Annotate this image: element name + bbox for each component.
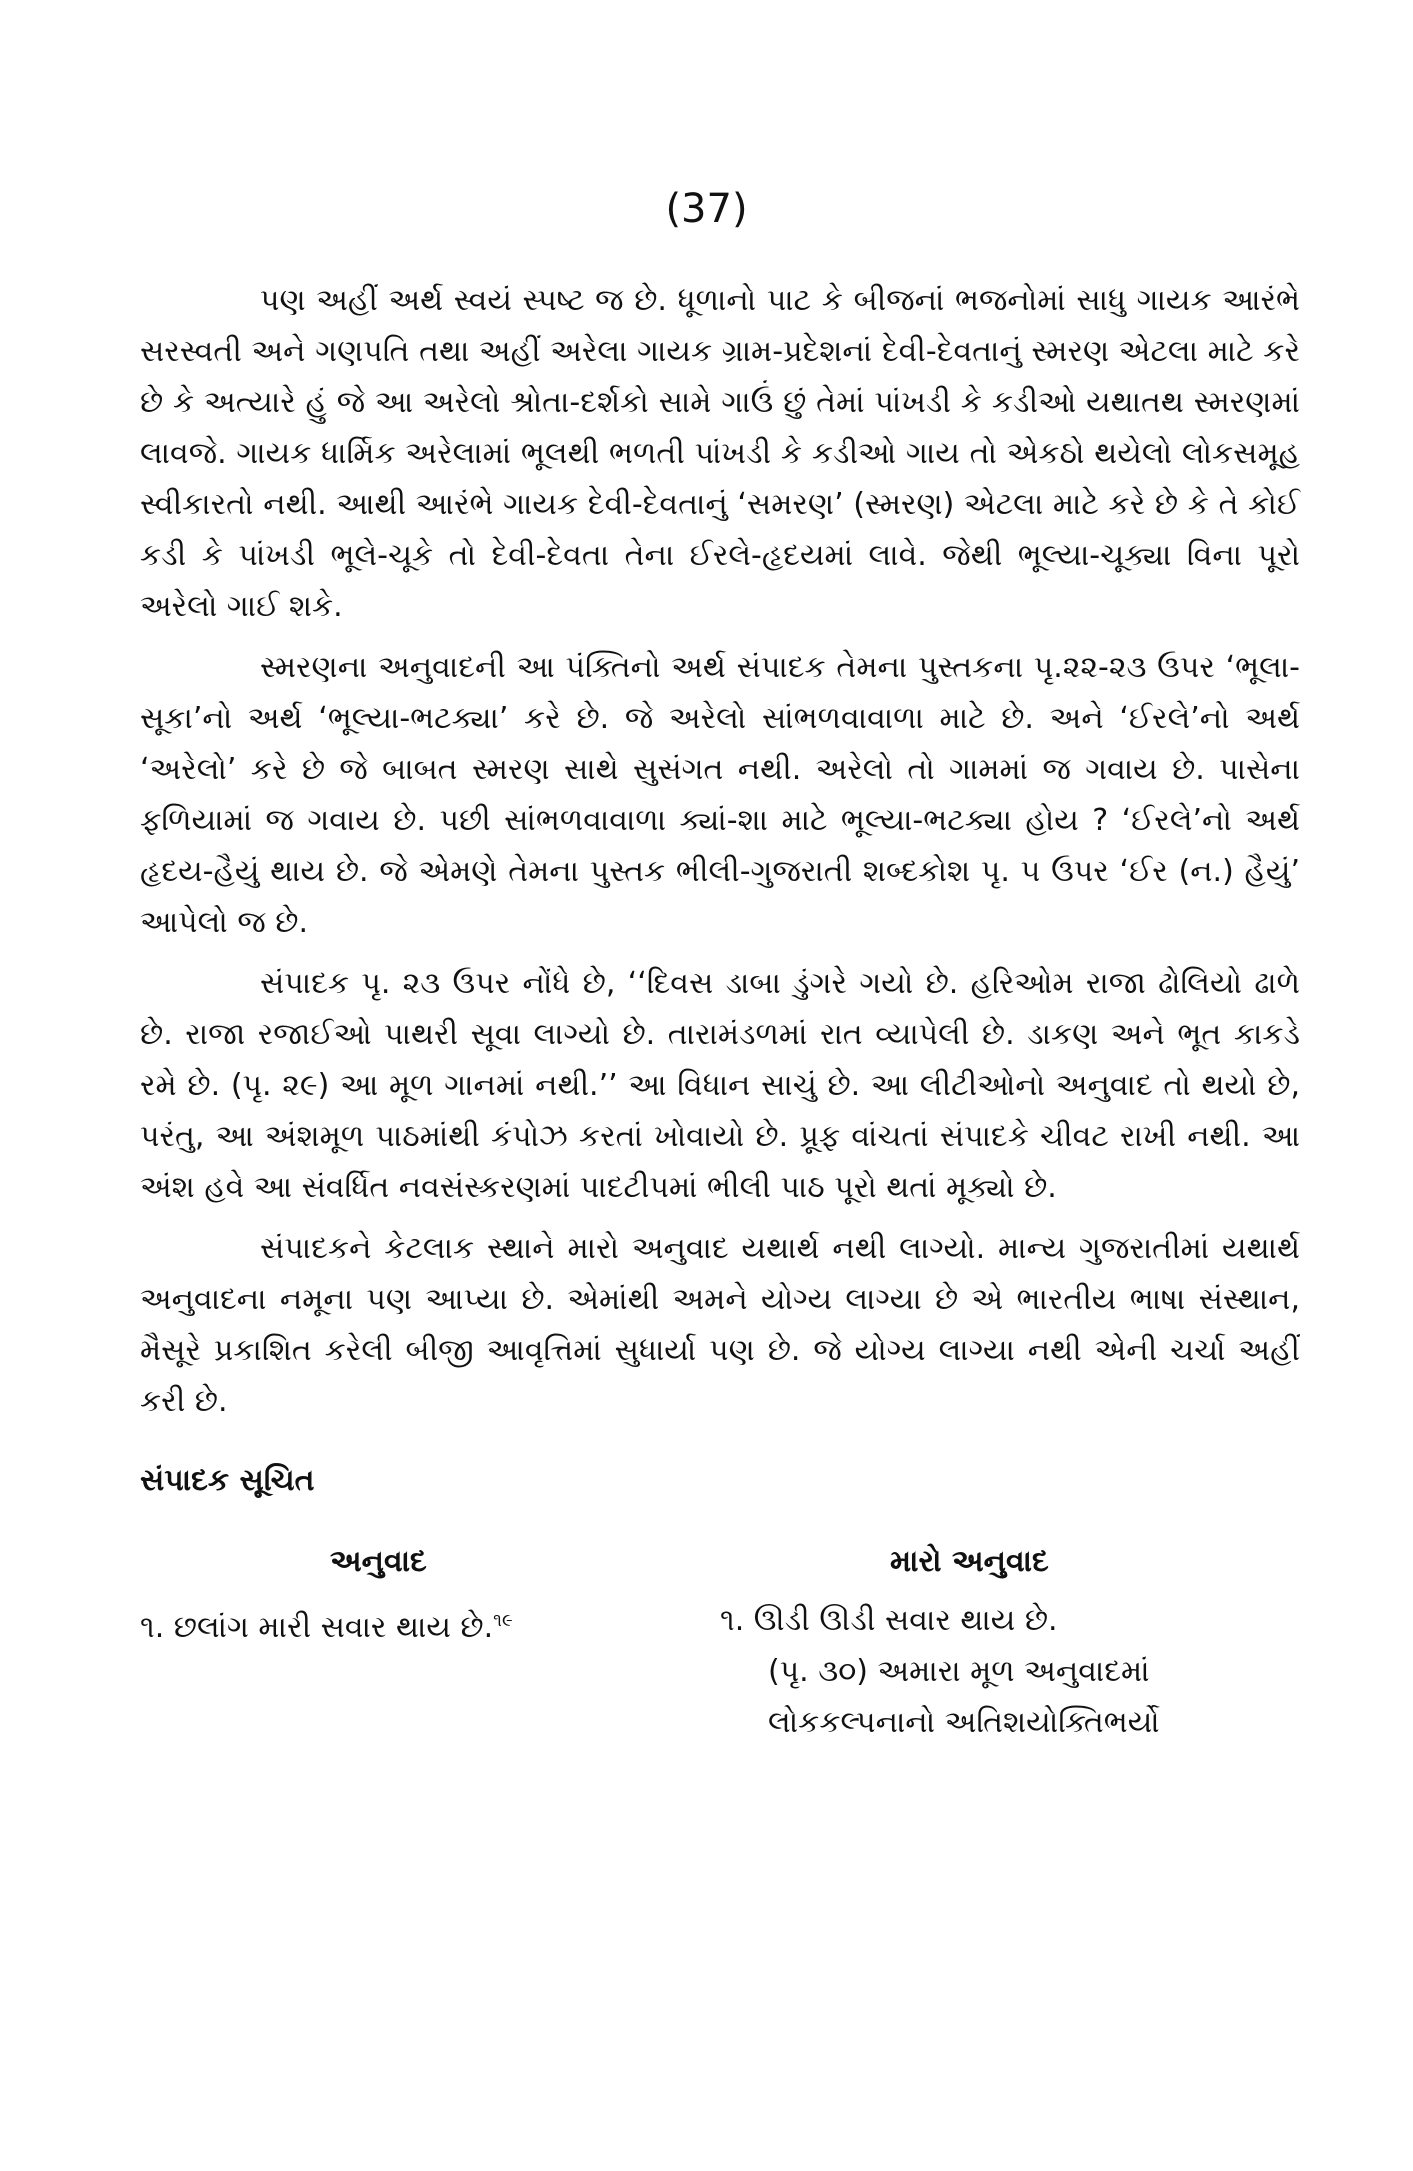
left-column-header: અનુવાદ bbox=[330, 1544, 427, 1579]
paragraph-4: સંપાદકને કેટલાક સ્થાને મારો અનુવાદ યથાર્થ નથી લાગ્યો. માન્ય ગુજરાતીમાં યથાર્થ અનુવાદના નમૂના પણ આપ્યા છે. એમાંથી અમને યોગ્ય લાગ્યા છે એ ભારતીય ભાષા સંસ્થાન, મૈસૂરે પ્રકાશિત કરેલી બીજી આવૃત્તિમાં સુધાર્યા પણ છે. જે યોગ્ય લાગ્યા નથી એની ચર્ચા અહીં કરી છે. bbox=[140, 1231, 1300, 1419]
page-number: (37) bbox=[665, 186, 748, 232]
comparison-table bbox=[140, 1536, 1300, 1748]
paragraph-1: પણ અહીં અર્થ સ્વયં સ્પષ્ટ જ છે. ધૂળાનો પાટ કે બીજનાં ભજનોમાં સાધુ ગાયક આરંભે સરસ્વતી અને ગણપતિ તથા અહીં અરેલા ગાયક ગ્રામ-પ્રદેશનાં દેવી-દેવતાનું સ્મરણ એટલા માટે કરે છે કે અત્યારે હું જે આ અરેલો શ્રોતા-દર્શકો સામે ગાઉં છું તેમાં પાંખડી કે કડીઓ યથાતથ સ્મરણમાં લાવજે. ગાયક ધાર્મિક અરેલામાં ભૂલથી ભળતી પાંખડી કે કડીઓ ગાય તો એકઠો થયેલો લોકસમૂહ સ્વીકારતો નથી. આથી આરંભે ગાયક દેવી-દેવતાનું ‘સમરણ’ (સ્મરણ) એટલા માટે કરે છે કે તે કોઈ કડી કે પાંખડી ભૂલે-ચૂકે તો દેવી-દેવતા તેના ઈરલે-હૃદયમાં લાવે. જેથી ભૂલ્યા-ચૂક્યા વિના પૂરો અરેલો ગાઈ શકે. bbox=[140, 283, 1300, 624]
paragraph-3: સંપાદક પૃ. ૨૩ ઉપર નોંધે છે, ‘‘દિવસ ડાબા ડુંગરે ગયો છે. હરિઓમ રાજા ઢોલિયો ઢાળે છે. રાજા રજાઈઓ પાથરી સૂવા લાગ્યો છે. તારામંડળમાં રાત વ્યાપેલી છે. ડાકણ અને ભૂત કાકડે રમે છે. (પૃ. ૨૯) આ મૂળ ગાનમાં નથી.’’ આ વિધાન સાચું છે. આ લીટીઓનો અનુવાદ તો થયો છે, પરંતુ, આ અંશમૂળ પાઠમાંથી કંપોઝ કરતાં ખોવાયો છે. પ્રૂફ વાંચતાં સંપાદકે ચીવટ રાખી નથી. આ અંશ હવે આ સંવર્ધિત નવસંસ્કરણમાં પાદટીપમાં ભીલી પાઠ પૂરો થતાં મૂક્યો છે. bbox=[140, 966, 1300, 1205]
right-cell-line-2: (પૃ. ૩૦) અમારા મૂળ અનુવાદમાં bbox=[768, 1654, 1150, 1689]
comparison-header bbox=[140, 1536, 1300, 1587]
comparison-row bbox=[140, 1595, 1300, 1748]
body-text bbox=[140, 275, 1300, 1748]
paragraph-2: સ્મરણના અનુવાદની આ પંક્તિનો અર્થ સંપાદક તેમના પુસ્તકના પૃ.૨૨-૨૩ ઉપર ‘ભૂલા-સૂકા’નો અર્થ ‘ભૂલ્યા-ભટક્યા’ કરે છે. જે અરેલો સાંભળવાવાળા માટે છે. અને ‘ઈરલે’નો અર્થ ‘અરેલો’ કરે છે જે બાબત સ્મરણ સાથે સુસંગત નથી. અરેલો તો ગામમાં જ ગવાય છે. પાસેના ફળિયામાં જ ગવાય છે. પછી સાંભળવાવાળા ક્યાં-શા માટે ભૂલ્યા-ભટક્યા હોય ? ‘ઈરલે’નો અર્થ હૃદય-હૈયું થાય છે. જે એમણે તેમના પુસ્તક ભીલી-ગુજરાતી શબ્દકોશ પૃ. ૫ ઉપર ‘ઈર (ન.) હૈયું’ આપેલો જ છે. bbox=[140, 650, 1300, 940]
footnote-marker: ૧૯ bbox=[493, 1610, 513, 1631]
right-cell-line-3: લોકકલ્પનાનો અતિશયોક્તિભર્યો bbox=[768, 1705, 1160, 1740]
right-cell-line-1: ૧. ઊડી ઊડી સવાર થાય છે. bbox=[720, 1603, 1058, 1638]
right-column-header: મારો અનુવાદ bbox=[890, 1544, 1049, 1579]
left-cell-text: ૧. છલાંગ મારી સવાર થાય છે. bbox=[140, 1610, 494, 1645]
right-cell bbox=[720, 1595, 1300, 1748]
left-cell bbox=[140, 1595, 720, 1748]
section-label: સંપાદક સૂચિત bbox=[140, 1463, 315, 1498]
